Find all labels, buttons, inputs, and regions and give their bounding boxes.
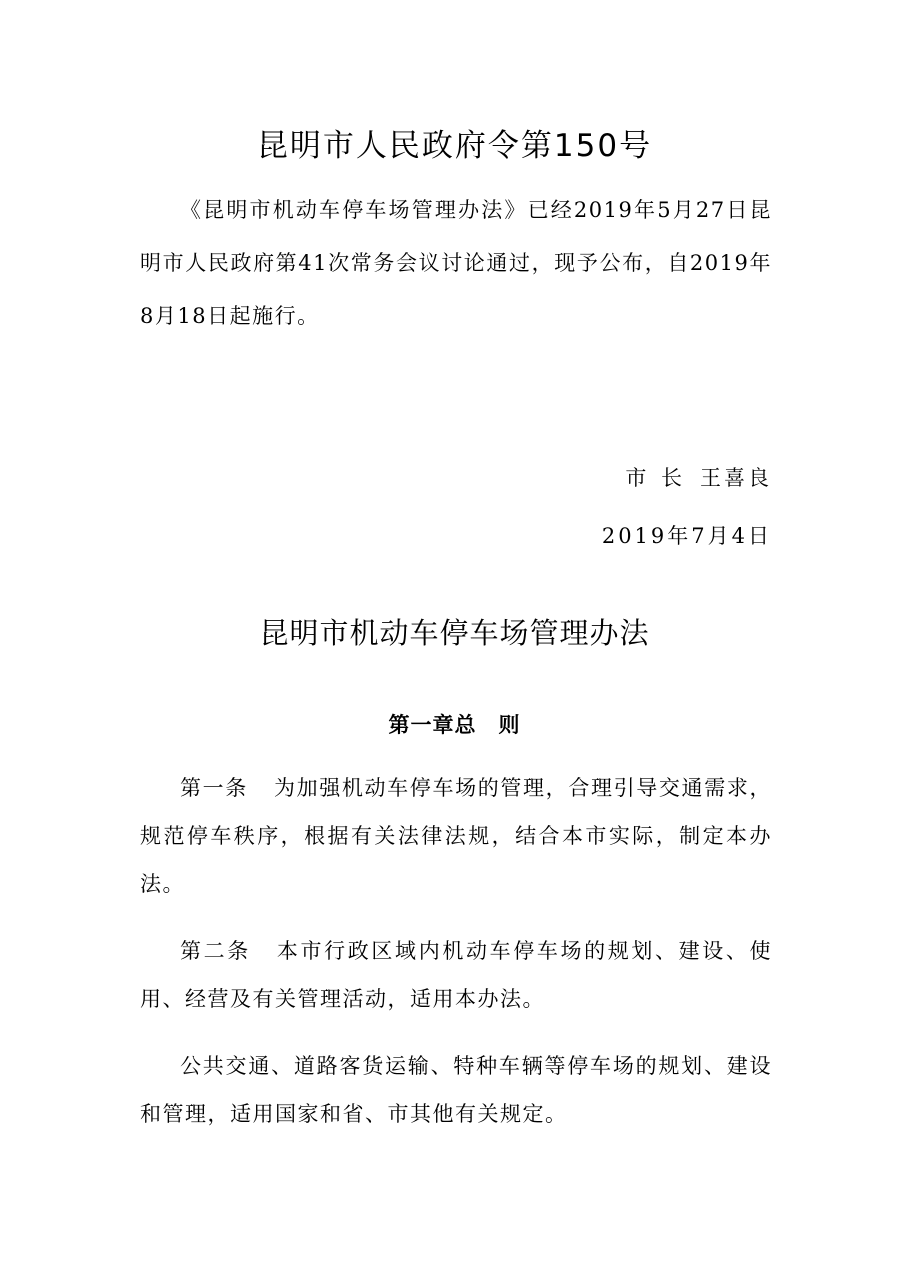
document-title: 昆明市机动车停车场管理办法 [259, 616, 650, 650]
article-2-paragraph-2: 公共交通、道路客货运输、特种车辆等停车场的规划、建设和管理，适用国家和省、市其他有关规定。 [140, 1054, 772, 1126]
articles-section [140, 764, 772, 1157]
mayor-role: 市 长 [625, 466, 686, 490]
decree-body: 《昆明市机动车停车场管理办法》已经2019年5月27日昆明市人民政府第41次常务会议讨论通过，现予公布，自2019年8月18日起施行。 [140, 198, 772, 328]
mayor-signature [625, 463, 772, 493]
article-label: 第二条 [180, 939, 251, 963]
article-2 [140, 927, 772, 1023]
article-text: 本市行政区域内机动车停车场的规划、建设、使用、经营及有关管理活动，适用本办法。 [140, 939, 773, 1011]
article-label: 第一条 [180, 776, 248, 800]
article-1 [140, 764, 772, 908]
mayor-name: 王喜良 [700, 466, 772, 490]
decree-title: 昆明市人民政府令第150号 [256, 128, 653, 164]
chapter-heading: 第一章总 则 [388, 713, 521, 737]
decree-date: 2019年7月4日 [601, 524, 772, 548]
article-text: 为加强机动车停车场的管理，合理引导交通需求，规范停车秩序，根据有关法律法规，结合本市实际，制定本办法。 [140, 776, 772, 896]
